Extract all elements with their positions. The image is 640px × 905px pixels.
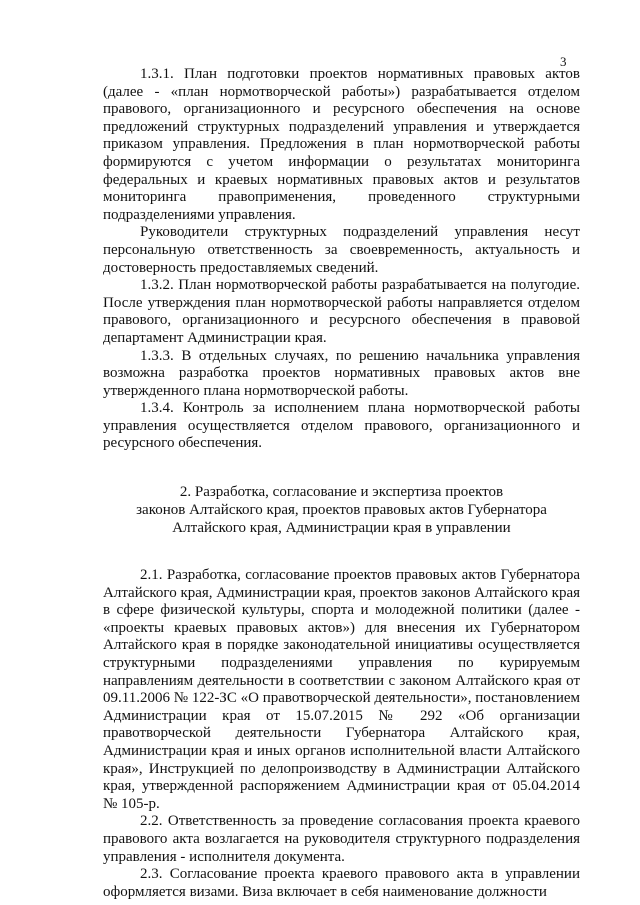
- page-number: 3: [560, 54, 567, 69]
- section-heading-line-3: Алтайского края, Администрации края в управлении: [172, 520, 511, 537]
- paragraph-2-2: 2.2. Ответственность за проведение согласования проекта краевого правового акта возлагается на руководителя структурного подразделения управления - исполнителя документа.: [103, 813, 580, 865]
- section-heading-line-1: 2. Разработка, согласование и экспертиза проектов: [179, 484, 504, 501]
- section-heading: [103, 483, 580, 537]
- section-heading-line-2: законов Алтайского края, проектов правовых актов Губернатора: [136, 502, 547, 519]
- document-body: [103, 66, 580, 901]
- paragraph-1-3-1: 1.3.1. План подготовки проектов нормативных правовых актов (далее - «план нормотворческой работы») разрабатывается отделом правового, организационного и ресурсного обеспечения на основе предложений структурных подразделений управления и утверждается приказом управления. Предложения в план нормотворческой работы формируются с учетом информации о результатах мониторинга федеральных и краевых нормативных правовых актов и результатов мониторинга правоприменения, проведенного структурными подразделениями управления.: [103, 66, 580, 223]
- paragraph-2-3: 2.3. Согласование проекта краевого правового акта в управлении оформляется визами. Виза включает в себя наименование должности: [103, 866, 580, 900]
- paragraph-1-3-3: 1.3.3. В отдельных случаях, по решению начальника управления возможна разработка проектов нормативных правовых актов вне утвержденного плана нормотворческой работы.: [103, 347, 580, 399]
- paragraph-1-3-2: 1.3.2. План нормотворческой работы разрабатывается на полугодие. После утверждения план нормотворческой работы направляется отделом правового, организационного и ресурсного обеспечения в правовой департамент Администрации края.: [103, 277, 580, 346]
- paragraph-2-1: 2.1. Разработка, согласование проектов правовых актов Губернатора Алтайского края, Администрации края, проектов законов Алтайского края в сфере физической культуры, спорта и молодежной политики (далее - «проекты краевых правовых актов») для внесения их Губернатором Алтайского края в порядке законодательной инициативы осуществляется структурными подразделениями управления по курируемым направлениям деятельности в соответствии с законом Алтайского края от 09.11.2006 № 122-ЗС «О правотворческой деятельности», постановлением Администрации края от 15.07.2015 № 292 «Об организации правотворческой деятельности Губернатора Алтайского края, Администрации края и иных органов исполнительной власти Алтайского края», Инструкцией по делопроизводству в Администрации Алтайского края, утвержденной распоряжением Администрации края от 05.04.2014 № 105-р.: [103, 567, 580, 812]
- paragraph-responsibility: Руководители структурных подразделений управления несут персональную ответственность за своевременность, актуальность и достоверность предоставляемых сведений.: [103, 224, 580, 276]
- paragraph-1-3-4: 1.3.4. Контроль за исполнением плана нормотворческой работы управления осуществляется отделом правового, организационного и ресурсного обеспечения.: [103, 400, 580, 452]
